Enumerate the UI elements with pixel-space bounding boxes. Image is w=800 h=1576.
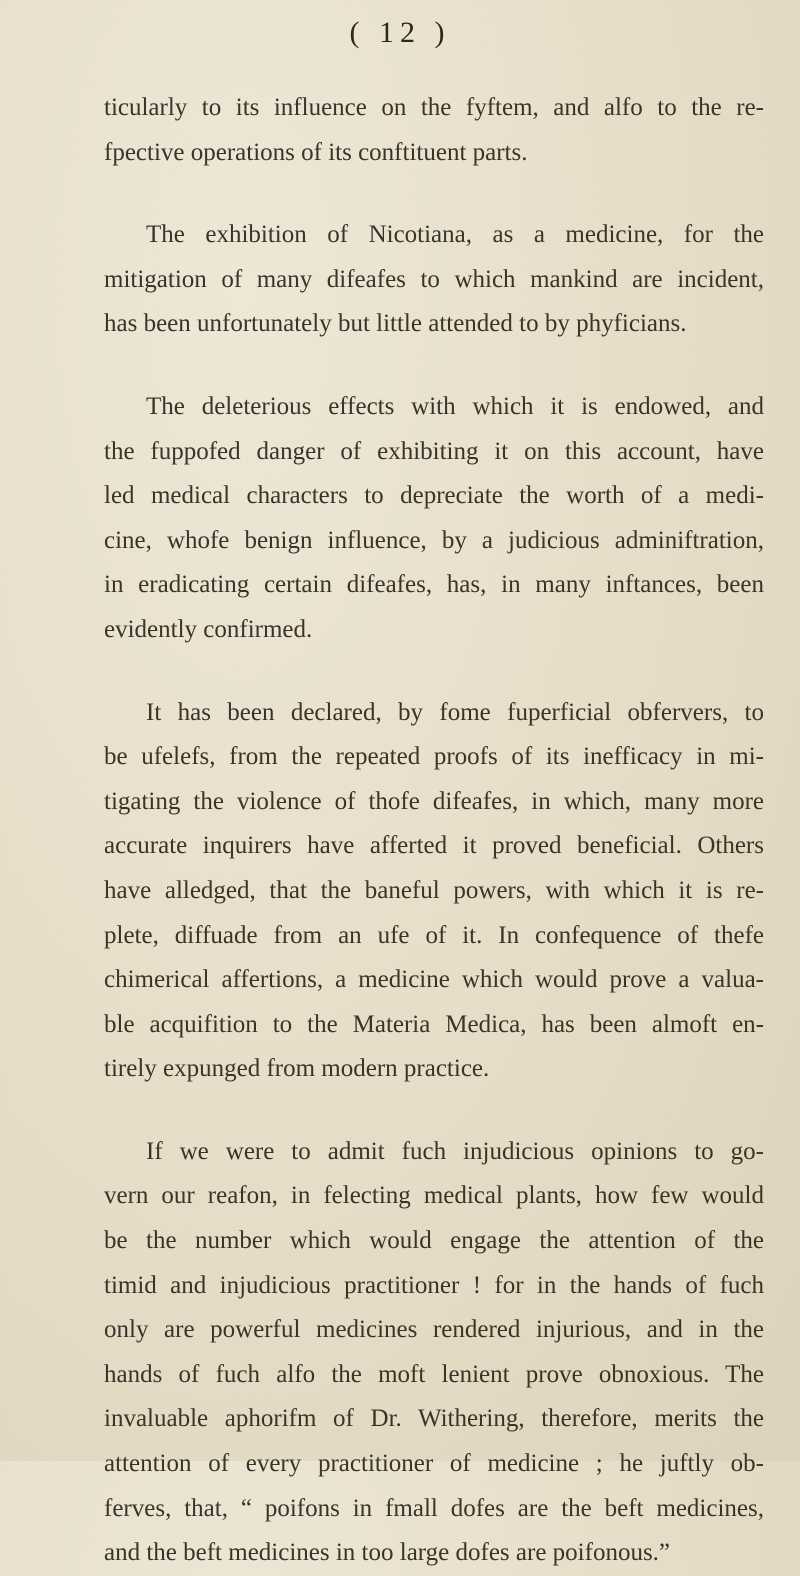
paragraph-3: [104, 385, 764, 653]
text-line: has been unfortunately but little attended to by phyficians.: [104, 310, 687, 338]
text-line: attention of every practitioner of medicine ; he juftly ob-: [104, 1450, 764, 1478]
text-line: ferves, that, “ poifons in fmall dofes are the beft medicines,: [104, 1494, 764, 1522]
text-line: timid and injudicious practitioner ! for in the hands of fuch: [104, 1271, 764, 1299]
text-line: If we were to admit fuch injudicious opinions to go-: [146, 1137, 764, 1165]
text-line: in eradicating certain difeafes, has, in many inftances, been: [104, 571, 764, 599]
text-line: plete, diffuade from an ufe of it. In confequence of thefe: [104, 921, 764, 949]
text-line: have alledged, that the baneful powers, with which it is re-: [104, 876, 764, 904]
paragraph-5: [104, 1130, 764, 1576]
text-line: ticularly to its influence on the fyftem, and alfo to the re-: [104, 94, 764, 121]
text-line: fpective operations of its conftituent parts.: [104, 138, 528, 166]
page-number: ( 12 ): [349, 16, 451, 49]
text-line: only are powerful medicines rendered injurious, and in the: [104, 1316, 764, 1344]
text-line: ble acquifition to the Materia Medica, has been almoft en-: [104, 1010, 764, 1038]
text-line: It has been declared, by fome fuperficial obfervers, to: [146, 698, 764, 726]
text-line: cine, whofe benign influence, by a judicious adminiftration,: [104, 526, 764, 554]
text-line: The exhibition of Nicotiana, as a medicine, for the: [146, 221, 764, 249]
text-line: led medical characters to depreciate the worth of a medi-: [104, 482, 764, 510]
text-line: be ufelefs, from the repeated proofs of its inefficacy in mi-: [104, 743, 764, 771]
text-line: the fuppofed danger of exhibiting it on this account, have: [104, 437, 764, 465]
text-line: and the beft medicines in too large dofes are poifonous.”: [104, 1539, 671, 1567]
text-line: The deleterious effects with which it is endowed, and: [146, 392, 764, 420]
text-line: chimerical affertions, a medicine which would prove a valua-: [104, 966, 764, 994]
text-line: invaluable aphorifm of Dr. Withering, therefore, merits the: [104, 1405, 764, 1433]
text-line: accurate inquirers have afferted it proved beneficial. Others: [104, 832, 764, 860]
text-line: tigating the violence of thofe difeafes, in which, many more: [104, 787, 764, 815]
paragraph-2: [104, 213, 764, 347]
text-line: mitigation of many difeafes to which mankind are incident,: [104, 265, 764, 293]
text-line: tirely expunged from modern practice.: [104, 1055, 490, 1083]
text-line: be the number which would engage the attention of the: [104, 1227, 764, 1255]
paragraph-1: [104, 86, 764, 175]
text-line: hands of fuch alfo the moft lenient prove obnoxious. The: [104, 1360, 764, 1388]
text-line: evidently confirmed.: [104, 615, 313, 643]
body-text: [104, 86, 764, 1576]
text-line: vern our reafon, in felecting medical plants, how few would: [104, 1182, 764, 1210]
paragraph-4: [104, 691, 764, 1092]
